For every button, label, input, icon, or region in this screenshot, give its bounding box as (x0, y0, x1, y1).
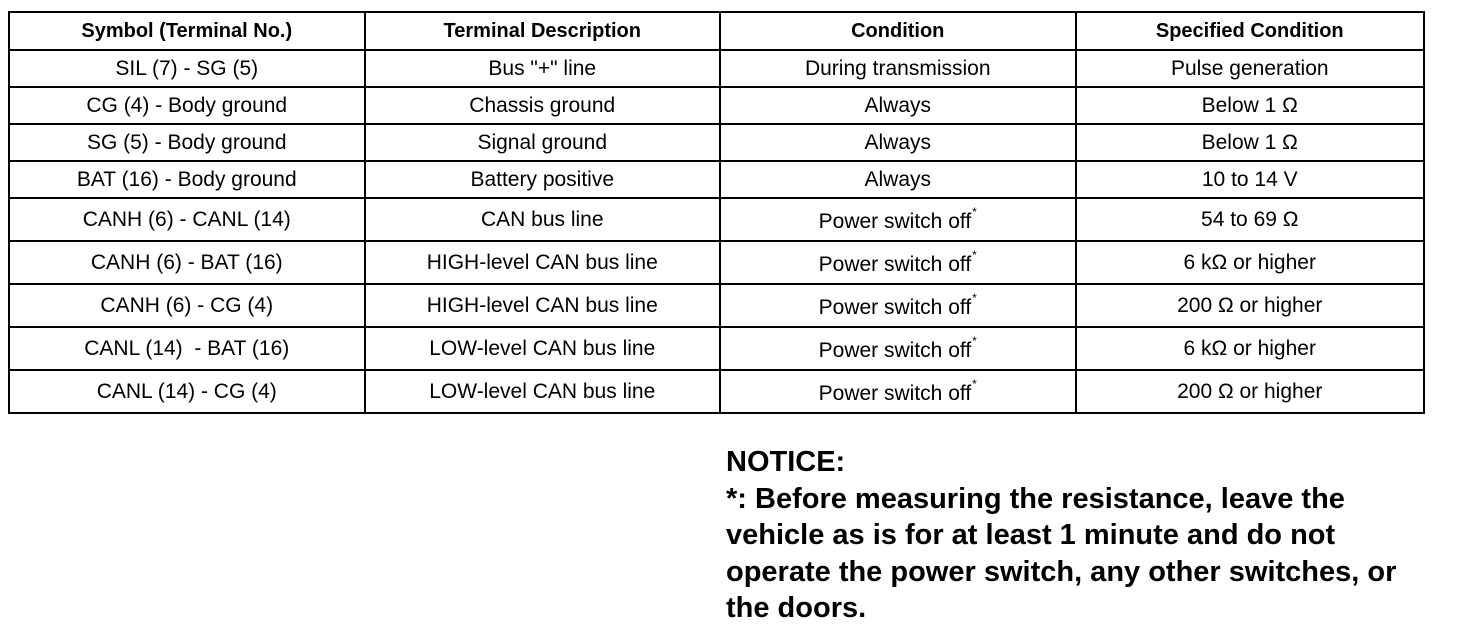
cell-specified: Below 1 Ω (1076, 87, 1425, 124)
table-row (9, 161, 1424, 198)
cell-specified: 10 to 14 V (1076, 161, 1425, 198)
cell-description: CAN bus line (365, 198, 721, 241)
condition-text: Power switch off (818, 339, 972, 362)
table-row (9, 327, 1424, 370)
cell-symbol: CANL (14) - BAT (16) (9, 327, 365, 370)
condition-text: Always (864, 130, 932, 154)
cell-condition (720, 124, 1076, 161)
header-symbol: Symbol (Terminal No.) (9, 12, 365, 50)
cell-condition (720, 370, 1076, 413)
cell-condition (720, 50, 1076, 87)
cell-specified: 54 to 69 Ω (1076, 198, 1425, 241)
cell-specified: Pulse generation (1076, 50, 1425, 87)
cell-description: LOW-level CAN bus line (365, 327, 721, 370)
condition-text: Power switch off (818, 210, 972, 233)
cell-symbol: CANH (6) - CANL (14) (9, 198, 365, 241)
footnote-marker: * (972, 334, 977, 348)
footnote-marker: * (972, 291, 977, 305)
cell-description: Signal ground (365, 124, 721, 161)
cell-condition (720, 161, 1076, 198)
table-row (9, 284, 1424, 327)
notice-title: NOTICE: (726, 446, 846, 478)
cell-description: HIGH-level CAN bus line (365, 241, 721, 284)
cell-symbol: CANH (6) - CG (4) (9, 284, 365, 327)
table-row (9, 50, 1424, 87)
cell-description: Bus "+" line (365, 50, 721, 87)
cell-description: HIGH-level CAN bus line (365, 284, 721, 327)
cell-condition (720, 327, 1076, 370)
header-condition: Condition (720, 12, 1076, 50)
cell-description: Battery positive (365, 161, 721, 198)
cell-symbol: BAT (16) - Body ground (9, 161, 365, 198)
table-row (9, 124, 1424, 161)
cell-symbol: CANH (6) - BAT (16) (9, 241, 365, 284)
cell-symbol: CG (4) - Body ground (9, 87, 365, 124)
cell-condition (720, 87, 1076, 124)
cell-symbol: SG (5) - Body ground (9, 124, 365, 161)
notice-block (726, 444, 1446, 627)
cell-condition (720, 284, 1076, 327)
condition-text: Power switch off (818, 296, 972, 319)
condition-text: Always (864, 167, 932, 191)
cell-specified: 6 kΩ or higher (1076, 241, 1425, 284)
cell-specified: Below 1 Ω (1076, 124, 1425, 161)
cell-symbol: CANL (14) - CG (4) (9, 370, 365, 413)
cell-description: LOW-level CAN bus line (365, 370, 721, 413)
cell-specified: 6 kΩ or higher (1076, 327, 1425, 370)
table-row (9, 241, 1424, 284)
condition-text: Power switch off (818, 253, 972, 276)
cell-description: Chassis ground (365, 87, 721, 124)
table-row (9, 87, 1424, 124)
footnote-marker: * (972, 377, 977, 391)
header-description: Terminal Description (365, 12, 721, 50)
cell-specified: 200 Ω or higher (1076, 370, 1425, 413)
cell-condition (720, 198, 1076, 241)
condition-text: During transmission (804, 56, 991, 80)
table-row (9, 198, 1424, 241)
condition-text: Power switch off (818, 382, 972, 405)
terminal-spec-table (8, 11, 1425, 414)
condition-text: Always (864, 93, 932, 117)
header-specified-condition: Specified Condition (1076, 12, 1425, 50)
cell-specified: 200 Ω or higher (1076, 284, 1425, 327)
notice-text: *: Before measuring the resistance, leave the vehicle as is for at least 1 minute and do not operate the power switch, any other switches, or the doors. (726, 482, 1397, 624)
cell-condition (720, 241, 1076, 284)
footnote-marker: * (972, 205, 977, 219)
cell-symbol: SIL (7) - SG (5) (9, 50, 365, 87)
table-row (9, 370, 1424, 413)
table-header-row (9, 12, 1424, 50)
footnote-marker: * (972, 248, 977, 262)
